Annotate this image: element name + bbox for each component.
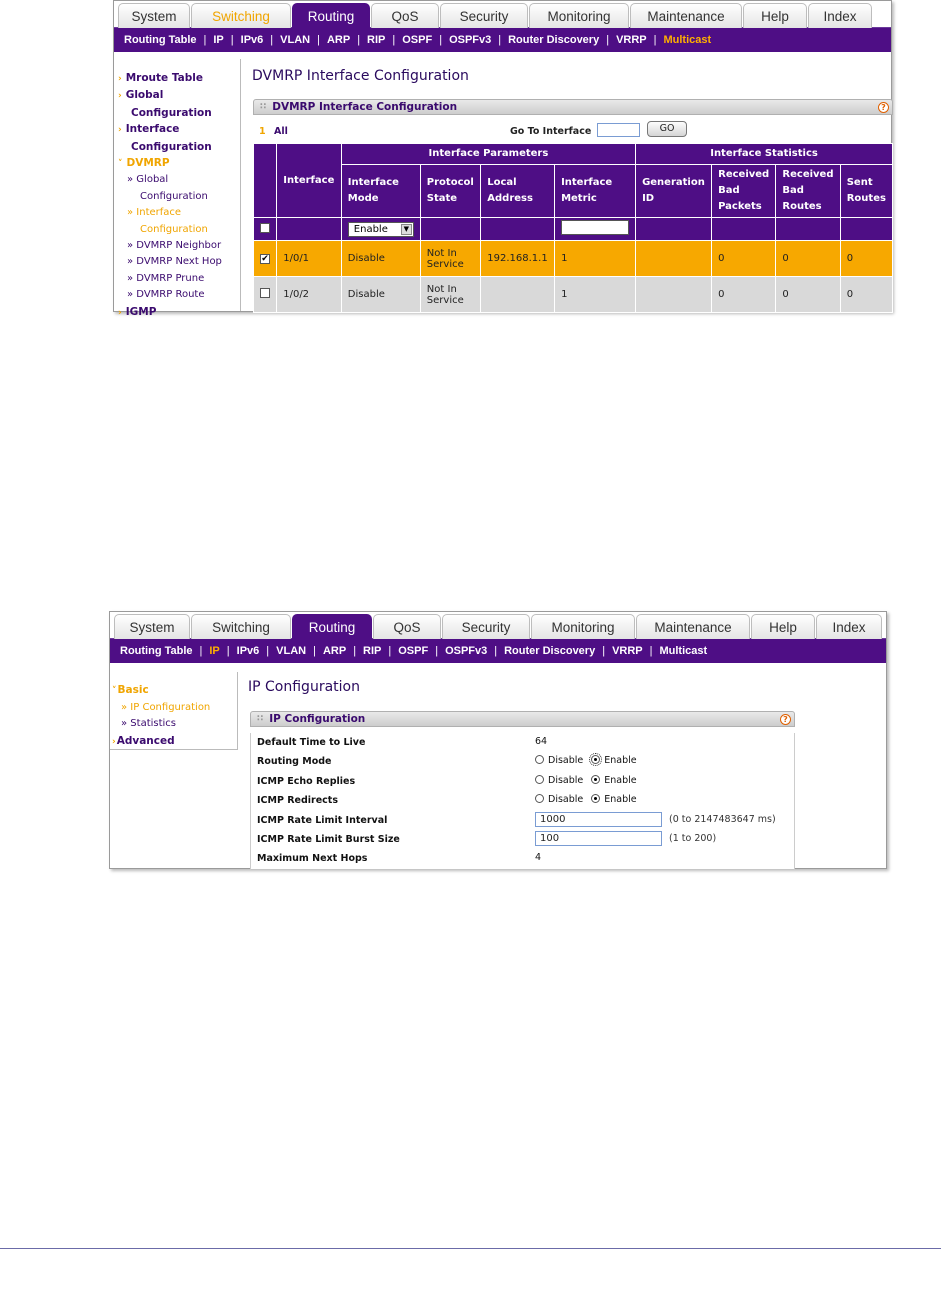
chevron-right-icon: › bbox=[118, 307, 122, 318]
icmp-echo-label: ICMP Echo Replies bbox=[257, 775, 356, 787]
icmp-redirects-disable-radio[interactable] bbox=[535, 794, 544, 803]
header-interface: Interface bbox=[277, 144, 342, 218]
interface-mode-select[interactable]: Enable ▼ bbox=[348, 222, 414, 237]
chevron-right-icon: › bbox=[118, 91, 122, 102]
panel-header bbox=[250, 711, 795, 727]
tab-maintenance[interactable]: Maintenance bbox=[636, 614, 750, 640]
dvmrp-interface-screenshot bbox=[113, 0, 892, 318]
sidebar-sub-interface-cont[interactable]: Configuration bbox=[140, 223, 208, 235]
goto-interface-input[interactable] bbox=[597, 123, 640, 137]
sidebar-sub-global-cont[interactable]: Configuration bbox=[140, 190, 208, 202]
cell-interface: 1/0/2 bbox=[277, 277, 342, 313]
burst-size-input[interactable]: 100 bbox=[535, 831, 662, 846]
chevron-right-icon: › bbox=[112, 736, 116, 747]
cell-bad-routes: 0 bbox=[776, 277, 840, 313]
burst-size-label: ICMP Rate Limit Burst Size bbox=[257, 833, 400, 845]
max-next-hops-label: Maximum Next Hops bbox=[257, 853, 368, 865]
table-toolbar bbox=[252, 119, 892, 141]
panel-title: IP Configuration bbox=[269, 713, 366, 725]
header-select bbox=[254, 144, 277, 218]
help-icon[interactable]: ? bbox=[878, 102, 889, 113]
icmp-redirects-label: ICMP Redirects bbox=[257, 795, 339, 807]
tab-index[interactable]: Index bbox=[808, 3, 872, 29]
header-received-bad-packets: Received Bad Packets bbox=[712, 165, 776, 218]
radio-label: Enable bbox=[604, 794, 637, 806]
header-received-bad-routes: Received Bad Routes bbox=[776, 165, 840, 218]
cell-bad-packets: 0 bbox=[712, 277, 776, 313]
ip-configuration-screenshot bbox=[109, 611, 887, 869]
sidebar-nav bbox=[110, 672, 238, 750]
cell-metric: 1 bbox=[555, 241, 636, 277]
tab-routing[interactable]: Routing bbox=[292, 3, 370, 29]
subnav-vrrp[interactable]: VRRP bbox=[612, 645, 643, 657]
default-ttl-label: Default Time to Live bbox=[257, 737, 366, 748]
max-next-hops-value: 4 bbox=[535, 852, 542, 864]
routing-subnav: Routing Table | IP | IPv6 | VLAN | ARP | RIP | OSPF | OSPFv3 | Router Discovery | VRRP | Multicast bbox=[114, 28, 891, 52]
sidebar-item-interface-cont[interactable]: Configuration bbox=[131, 140, 212, 153]
sidebar-item-global-cont[interactable]: Configuration bbox=[131, 106, 212, 119]
chevron-down-icon: ˅ bbox=[118, 159, 123, 170]
sidebar-item-dvmrp[interactable]: ˅ DVMRP bbox=[118, 157, 170, 170]
ip-config-form bbox=[250, 733, 795, 870]
chevron-right-icon: › bbox=[118, 125, 122, 136]
tab-security[interactable]: Security bbox=[440, 3, 528, 29]
tab-qos[interactable]: QoS bbox=[371, 3, 439, 29]
row-burst-size bbox=[251, 830, 794, 849]
subnav-ipv6[interactable]: IPv6 bbox=[240, 34, 264, 46]
main-tab-bar bbox=[114, 1, 891, 28]
cell-sent-routes: 0 bbox=[840, 277, 892, 313]
radio-label: Enable bbox=[604, 755, 637, 767]
rate-limit-interval-hint: (0 to 2147483647 ms) bbox=[669, 813, 776, 825]
header-group-statistics: Interface Statistics bbox=[636, 144, 893, 165]
sidebar-nav bbox=[114, 59, 241, 318]
burst-size-hint: (1 to 200) bbox=[669, 832, 717, 844]
header-protocol-state: Protocol State bbox=[420, 165, 480, 218]
subnav-vlan[interactable]: VLAN bbox=[276, 645, 307, 657]
icmp-echo-enable-radio[interactable] bbox=[591, 775, 600, 784]
page-title: DVMRP Interface Configuration bbox=[252, 68, 469, 84]
sidebar-sub-statistics[interactable]: » Statistics bbox=[121, 718, 177, 729]
row-default-ttl bbox=[251, 733, 794, 752]
sidebar-sub-dvmrp-next-hop[interactable]: » DVMRP Next Hop bbox=[127, 256, 222, 268]
subnav-routing-table[interactable]: Routing Table bbox=[120, 645, 193, 657]
cell-address bbox=[481, 277, 555, 313]
dvmrp-interface-table bbox=[253, 143, 893, 313]
table-row[interactable] bbox=[254, 241, 893, 277]
radio-label: Disable bbox=[548, 774, 584, 786]
rate-limit-interval-input[interactable]: 1000 bbox=[535, 812, 662, 827]
tab-qos[interactable]: QoS bbox=[373, 614, 441, 640]
grip-icon: ∷ bbox=[257, 714, 264, 724]
sidebar-item-global[interactable]: › Global bbox=[118, 89, 164, 102]
panel-header bbox=[253, 99, 893, 115]
go-button[interactable]: GO bbox=[647, 121, 687, 137]
edit-row bbox=[254, 218, 893, 241]
header-interface-mode: Interface Mode bbox=[341, 165, 420, 218]
subnav-ospf[interactable]: OSPF bbox=[402, 34, 433, 46]
dropdown-arrow-icon: ▼ bbox=[401, 224, 412, 235]
sidebar-item-advanced[interactable]: ›Advanced bbox=[112, 734, 175, 747]
cell-metric: 1 bbox=[555, 277, 636, 313]
tab-maintenance[interactable]: Maintenance bbox=[630, 3, 742, 29]
sidebar-item-basic[interactable]: ˅Basic bbox=[112, 684, 149, 696]
subnav-vlan[interactable]: VLAN bbox=[280, 34, 311, 46]
cell-state: Not In Service bbox=[420, 241, 480, 277]
cell-generation-id bbox=[636, 277, 712, 313]
routing-mode-label: Routing Mode bbox=[257, 756, 332, 768]
subnav-ospfv3[interactable]: OSPFv3 bbox=[449, 34, 492, 46]
header-group-parameters: Interface Parameters bbox=[341, 144, 635, 165]
tab-switching[interactable]: Switching bbox=[191, 3, 291, 29]
tab-switching[interactable]: Switching bbox=[191, 614, 291, 640]
sidebar-sub-dvmrp-prune[interactable]: » DVMRP Prune bbox=[127, 272, 205, 284]
default-ttl-value: 64 bbox=[535, 736, 548, 747]
page-footer-rule bbox=[0, 1248, 941, 1249]
subnav-arp[interactable]: ARP bbox=[322, 645, 347, 657]
radio-label: Disable bbox=[548, 794, 584, 806]
header-sent-routes: Sent Routes bbox=[840, 165, 892, 218]
routing-subnav: Routing Table | IP | IPv6 | VLAN | ARP | RIP | OSPF | OSPFv3 | Router Discovery | VRRP | Multicast bbox=[110, 639, 886, 663]
row-icmp-redirects bbox=[251, 791, 794, 810]
cell-address: 192.168.1.1 bbox=[481, 241, 555, 277]
cell-bad-packets: 0 bbox=[712, 241, 776, 277]
select-all-checkbox[interactable] bbox=[260, 223, 270, 233]
main-tab-bar bbox=[110, 612, 886, 639]
show-all-link[interactable]: All bbox=[274, 126, 288, 137]
chevron-right-icon: › bbox=[118, 74, 122, 84]
tab-index[interactable]: Index bbox=[816, 614, 882, 640]
subnav-ip[interactable]: IP bbox=[209, 645, 220, 657]
row-icmp-echo bbox=[251, 772, 794, 791]
cell-interface: 1/0/1 bbox=[277, 241, 342, 277]
tab-monitoring[interactable]: Monitoring bbox=[531, 614, 635, 640]
subnav-ospf[interactable]: OSPF bbox=[398, 645, 429, 657]
subnav-routing-table[interactable]: Routing Table bbox=[124, 34, 197, 46]
sidebar-sub-interface[interactable]: » Interface bbox=[127, 207, 182, 219]
tab-help[interactable]: Help bbox=[743, 3, 807, 29]
icmp-echo-disable-radio[interactable] bbox=[535, 775, 544, 784]
row-rate-limit-interval bbox=[251, 811, 794, 830]
subnav-router-discovery[interactable]: Router Discovery bbox=[508, 34, 600, 46]
row-routing-mode bbox=[251, 752, 794, 771]
grip-icon: ∷ bbox=[260, 102, 267, 112]
cell-state: Not In Service bbox=[420, 277, 480, 313]
routing-mode-enable-radio[interactable] bbox=[591, 755, 600, 764]
header-interface-metric: Interface Metric bbox=[555, 165, 636, 218]
subnav-rip[interactable]: RIP bbox=[367, 34, 386, 46]
sidebar-sub-global[interactable]: » Global bbox=[127, 174, 169, 186]
row-max-next-hops bbox=[251, 849, 794, 868]
sidebar-sub-dvmrp-route[interactable]: » DVMRP Route bbox=[127, 289, 205, 301]
radio-label: Enable bbox=[604, 774, 637, 786]
cell-mode: Disable bbox=[341, 241, 420, 277]
page-title: IP Configuration bbox=[248, 679, 360, 695]
row-checkbox[interactable] bbox=[260, 288, 270, 298]
panel-title: DVMRP Interface Configuration bbox=[272, 101, 458, 113]
header-generation-id: Generation ID bbox=[636, 165, 712, 218]
tab-routing[interactable]: Routing bbox=[292, 614, 372, 640]
subnav-arp[interactable]: ARP bbox=[326, 34, 351, 46]
tab-monitoring[interactable]: Monitoring bbox=[529, 3, 629, 29]
interface-metric-input[interactable] bbox=[561, 220, 629, 235]
cell-bad-routes: 0 bbox=[776, 241, 840, 277]
subnav-vrrp[interactable]: VRRP bbox=[616, 34, 647, 46]
cell-generation-id bbox=[636, 241, 712, 277]
subnav-multicast[interactable]: Multicast bbox=[663, 34, 712, 46]
sidebar-item-mroute-table[interactable]: › Mroute Table bbox=[118, 72, 203, 84]
subnav-ip[interactable]: IP bbox=[213, 34, 224, 46]
cell-sent-routes: 0 bbox=[840, 241, 892, 277]
help-icon[interactable]: ? bbox=[780, 714, 791, 725]
header-local-address: Local Address bbox=[481, 165, 555, 218]
tab-security[interactable]: Security bbox=[442, 614, 530, 640]
subnav-router-discovery[interactable]: Router Discovery bbox=[504, 645, 596, 657]
subnav-ipv6[interactable]: IPv6 bbox=[236, 645, 260, 657]
table-row[interactable] bbox=[254, 277, 893, 313]
radio-label: Disable bbox=[548, 755, 584, 767]
tab-system[interactable]: System bbox=[118, 3, 190, 29]
sidebar-item-interface[interactable]: › Interface bbox=[118, 123, 180, 136]
chevron-down-icon: ˅ bbox=[112, 686, 117, 696]
rate-limit-interval-label: ICMP Rate Limit Interval bbox=[257, 814, 388, 826]
subnav-ospfv3[interactable]: OSPFv3 bbox=[445, 645, 488, 657]
sidebar-sub-dvmrp-neighbor[interactable]: » DVMRP Neighbor bbox=[127, 240, 222, 252]
goto-interface-label: Go To Interface bbox=[510, 126, 592, 137]
tab-system[interactable]: System bbox=[114, 614, 190, 640]
sidebar-item-igmp[interactable]: › IGMP bbox=[118, 305, 157, 318]
routing-mode-disable-radio[interactable] bbox=[535, 755, 544, 764]
subnav-multicast[interactable]: Multicast bbox=[659, 645, 708, 657]
tab-help[interactable]: Help bbox=[751, 614, 815, 640]
icmp-redirects-enable-radio[interactable] bbox=[591, 794, 600, 803]
sidebar-sub-ip-configuration[interactable]: » IP Configuration bbox=[121, 701, 211, 713]
page-number[interactable]: 1 bbox=[259, 126, 266, 137]
subnav-rip[interactable]: RIP bbox=[363, 645, 382, 657]
cell-mode: Disable bbox=[341, 277, 420, 313]
row-checkbox[interactable]: ✔ bbox=[261, 254, 269, 264]
